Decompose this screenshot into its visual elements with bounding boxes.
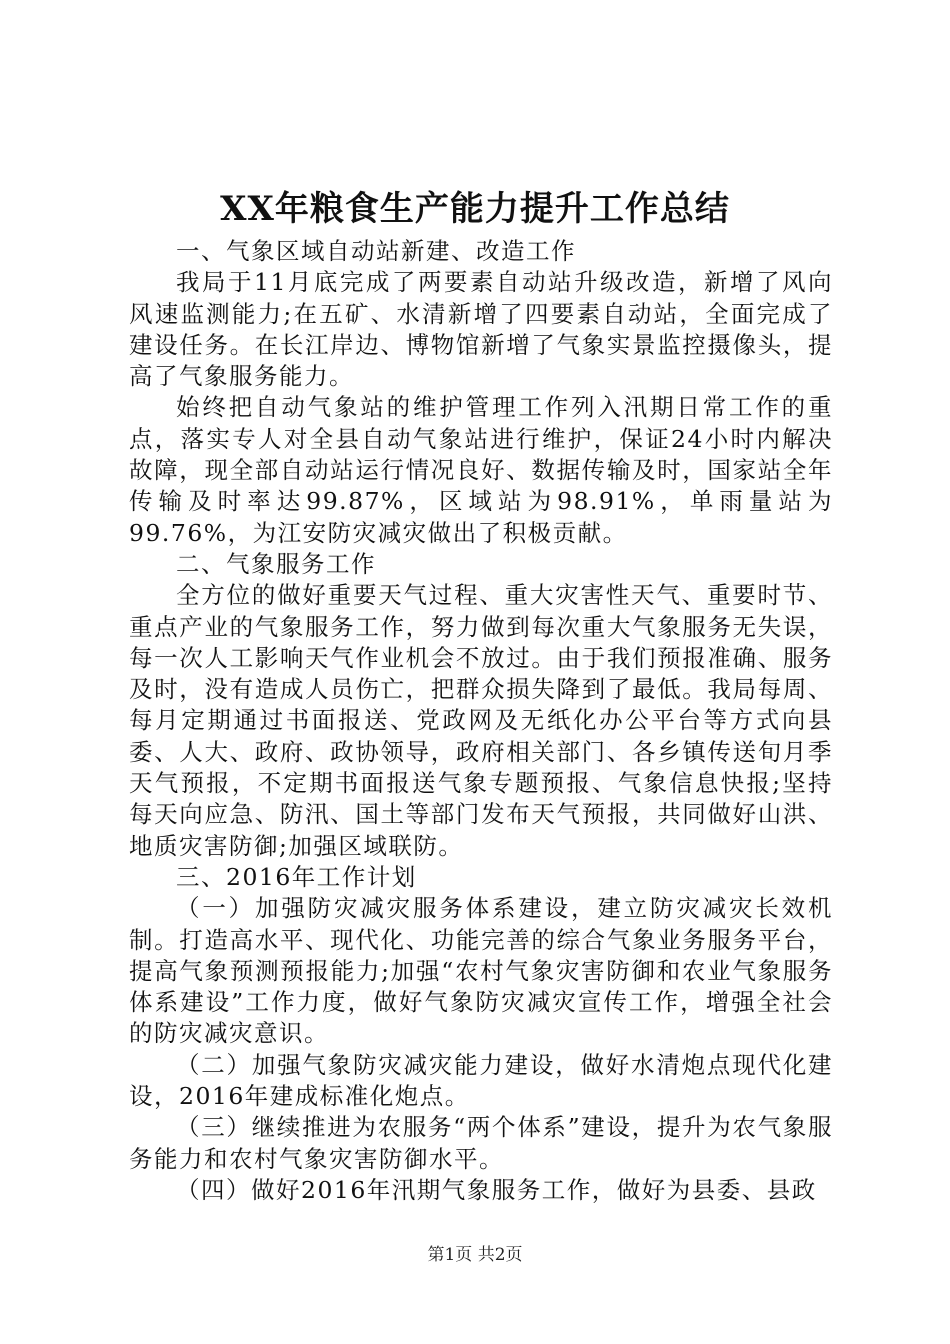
paragraph: （一）加强防灾减灾服务体系建设，建立防灾减灾长效机制。打造高水平、现代化、功能完善的综合气象业务服务平台，提高气象预测预报能力;加强“农村气象灾害防御和农业气象服务体系建设”工作力度，做好气象防灾减灾宣传工作，增强全社会的防灾减灾意识。 <box>129 894 833 1048</box>
section-heading-1: 一、气象区域自动站新建、改造工作 <box>176 237 576 265</box>
page-footer: 第1页 共2页 <box>427 1245 523 1265</box>
paragraph: 全方位的做好重要天气过程、重大灾害性天气、重要时节、重点产业的气象服务工作，努力做到每次重大气象服务无失误，每一次人工影响天气作业机会不放过。由于我们预报准确、服务及时，没有造成人员伤亡，把群众损失降到了最低。我局每周、每月定期通过书面报送、党政网及无纸化办公平台等方式向县委、人大、政府、政协领导，政府相关部门、各乡镇传送旬月季天气预报，不定期书面报送气象专题预报、气象信息快报;坚持每天向应急、防汛、国土等部门发布天气预报，共同做好山洪、地质灾害防御;加强区域联防。 <box>129 581 833 860</box>
paragraph: 始终把自动气象站的维护管理工作列入汛期日常工作的重点，落实专人对全县自动气象站进行维护，保证24小时内解决故障，现全部自动站运行情况良好、数据传输及时，国家站全年传输及时率达99.87%，区域站为98.91%，单雨量站为99.76%，为江安防灾减灾做出了积极贡献。 <box>129 393 833 547</box>
document-title: XX年粮食生产能力提升工作总结 <box>220 189 730 229</box>
paragraph: （四）做好2016年汛期气象服务工作，做好为县委、县政 <box>176 1175 817 1204</box>
paragraph: （三）继续推进为农服务“两个体系”建设，提升为农气象服务能力和农村气象灾害防御水平。 <box>129 1113 833 1173</box>
section-heading-2: 二、气象服务工作 <box>176 549 376 578</box>
paragraph: 我局于11月底完成了两要素自动站升级改造，新增了风向风速监测能力;在五矿、水清新增了四要素自动站，全面完成了建设任务。在长江岸边、博物馆新增了气象实景监控摄像头，提高了气象服务能力。 <box>129 268 833 391</box>
section-heading-3: 三、2016年工作计划 <box>176 862 417 891</box>
document-body <box>129 236 833 1206</box>
paragraph: （二）加强气象防灾减灾能力建设，做好水清炮点现代化建设，2016年建成标准化炮点。 <box>129 1050 833 1111</box>
